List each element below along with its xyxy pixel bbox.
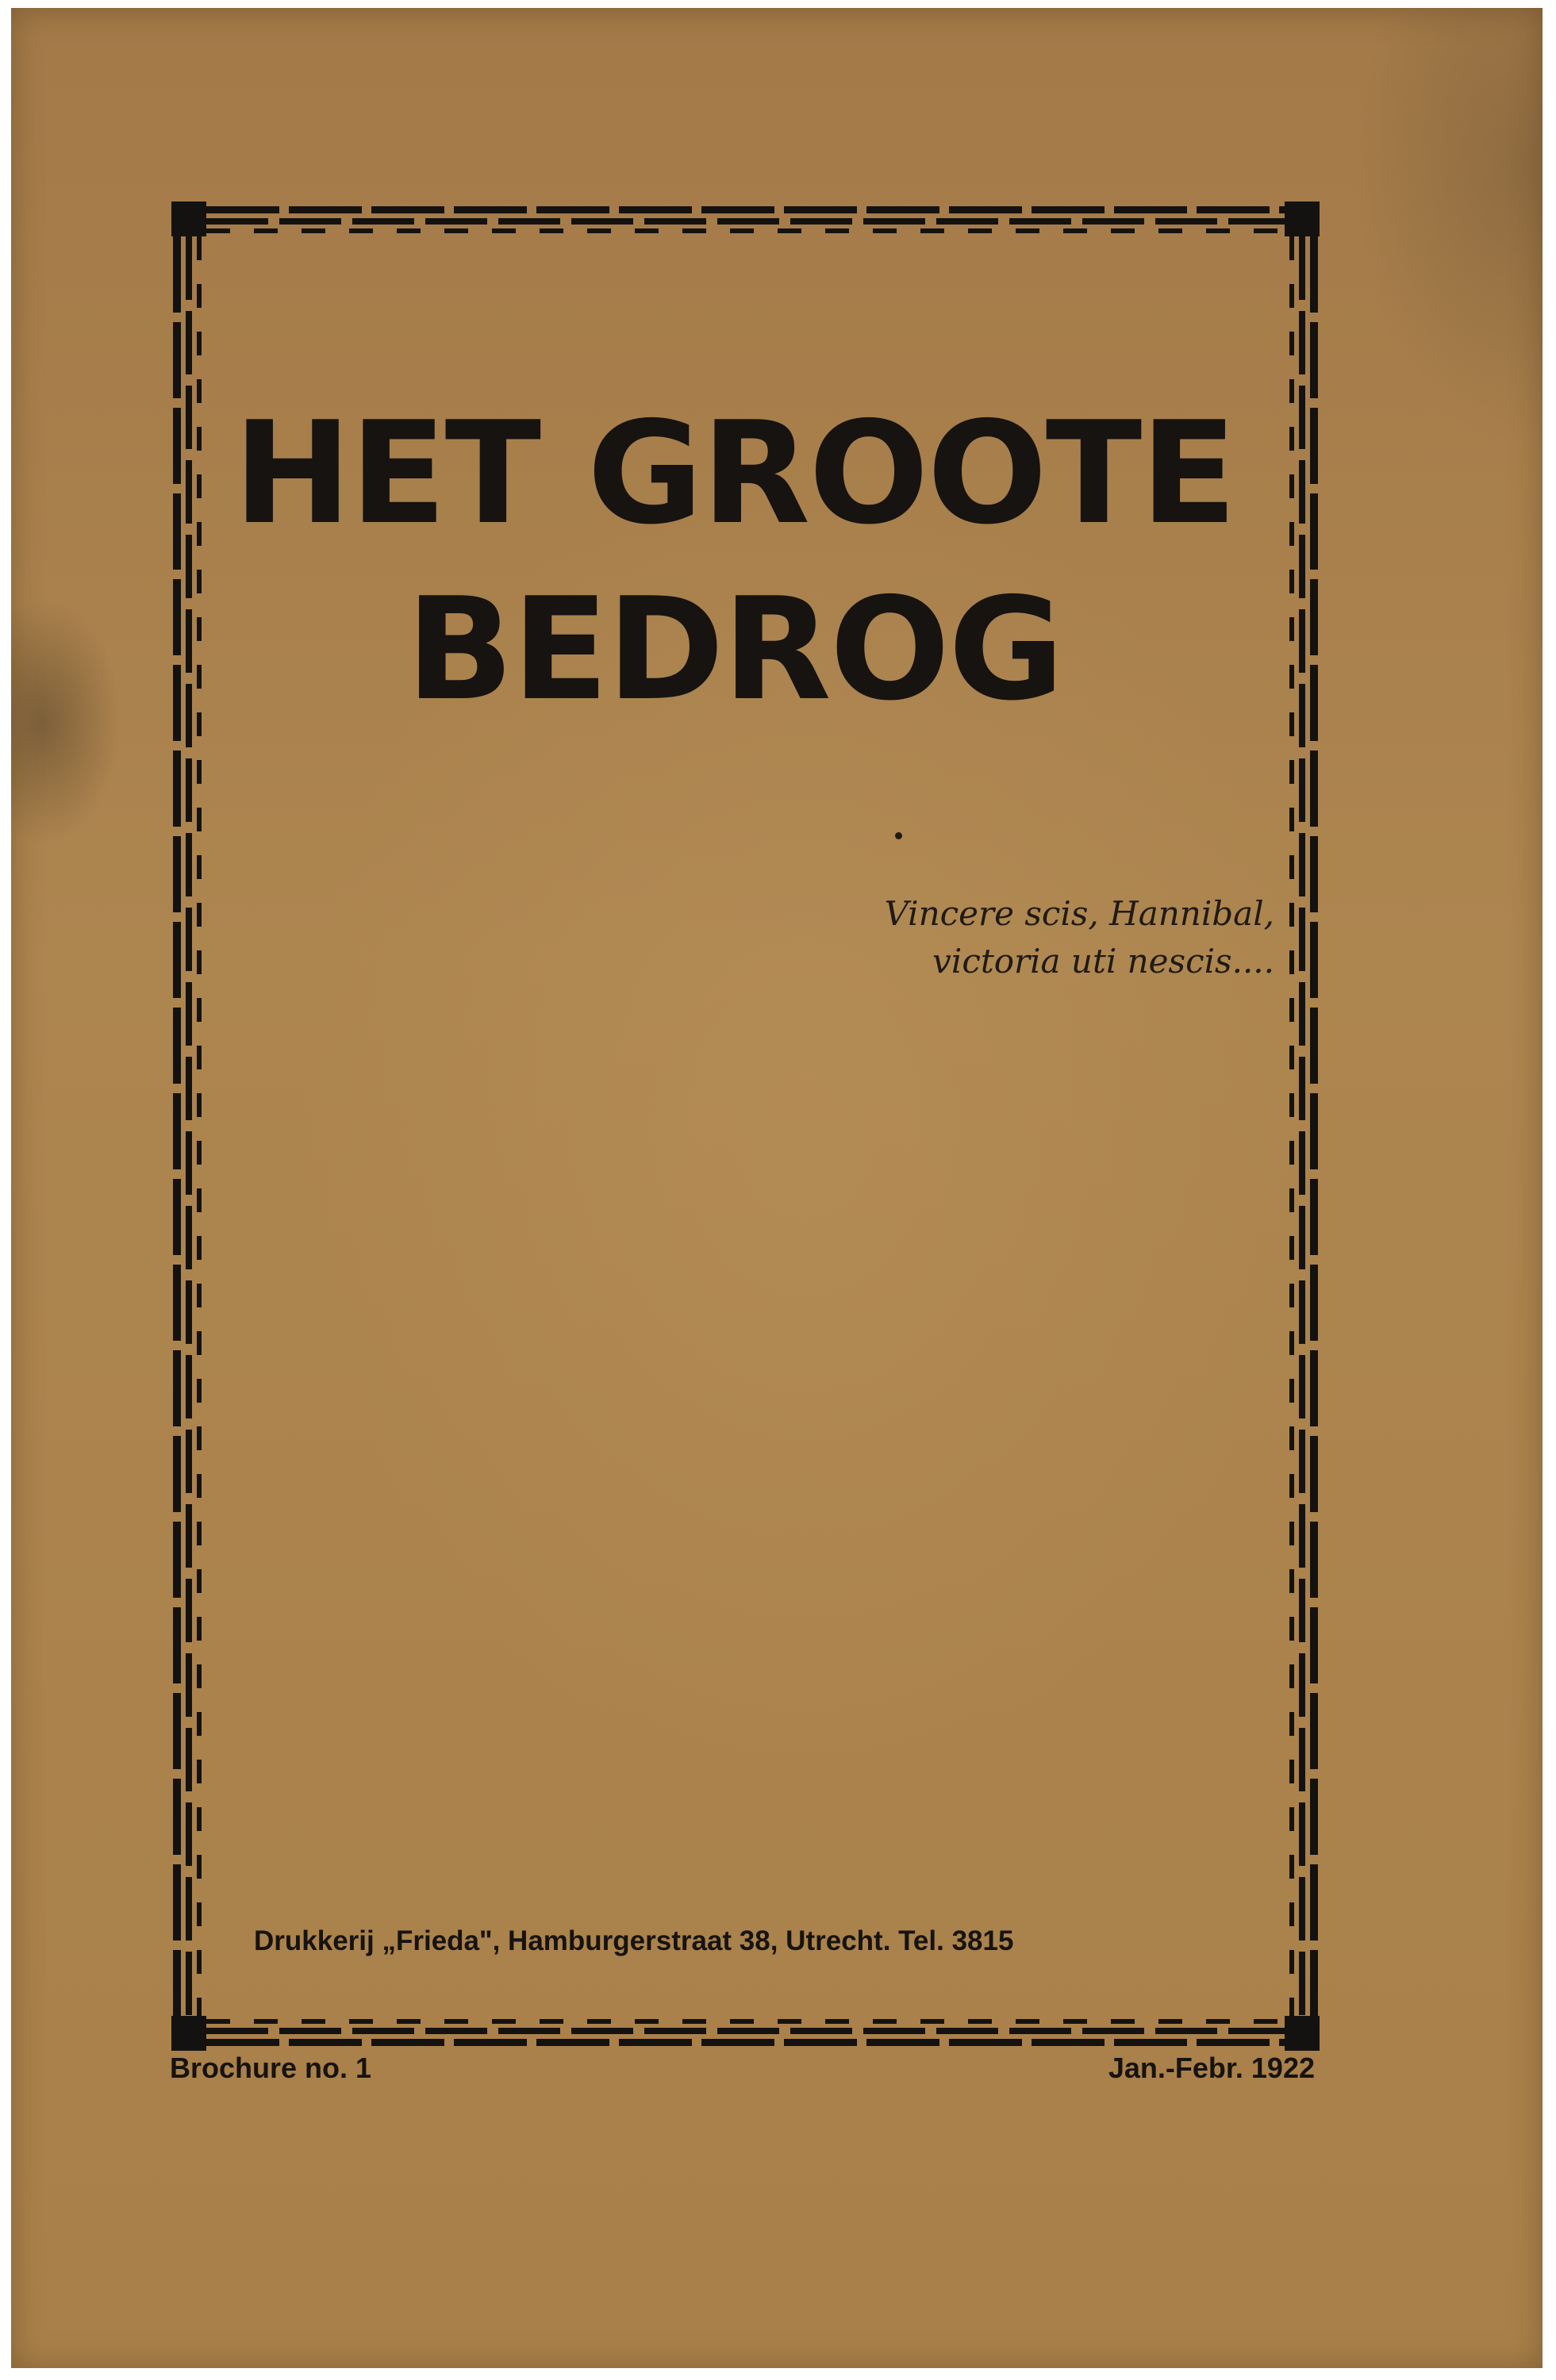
ornament-dot — [895, 832, 902, 839]
motto-line-2: victoria uti nescis.... — [932, 942, 1274, 981]
border-corner-top-right — [1285, 202, 1320, 236]
border-corner-top-left — [171, 202, 206, 236]
publication-date: Jan.-Febr. 1922 — [1108, 2052, 1315, 2084]
brochure-cover — [11, 8, 1543, 2368]
cover-title-line-2: BEDROG — [405, 567, 1063, 731]
cover-title-line-1: HET GROOTE — [233, 391, 1235, 555]
border-corner-bottom-right — [1285, 2016, 1320, 2051]
border-bottom — [206, 2016, 1285, 2051]
border-corner-bottom-left — [171, 2016, 206, 2051]
motto-line-1: Vincere scis, Hannibal, — [884, 894, 1274, 933]
border-top — [206, 202, 1285, 236]
printer-imprint: Drukkerij „Frieda", Hamburgerstraat 38, Utrecht. Tel. 3815 — [254, 1925, 1014, 1956]
brochure-number: Brochure no. 1 — [170, 2052, 372, 2084]
